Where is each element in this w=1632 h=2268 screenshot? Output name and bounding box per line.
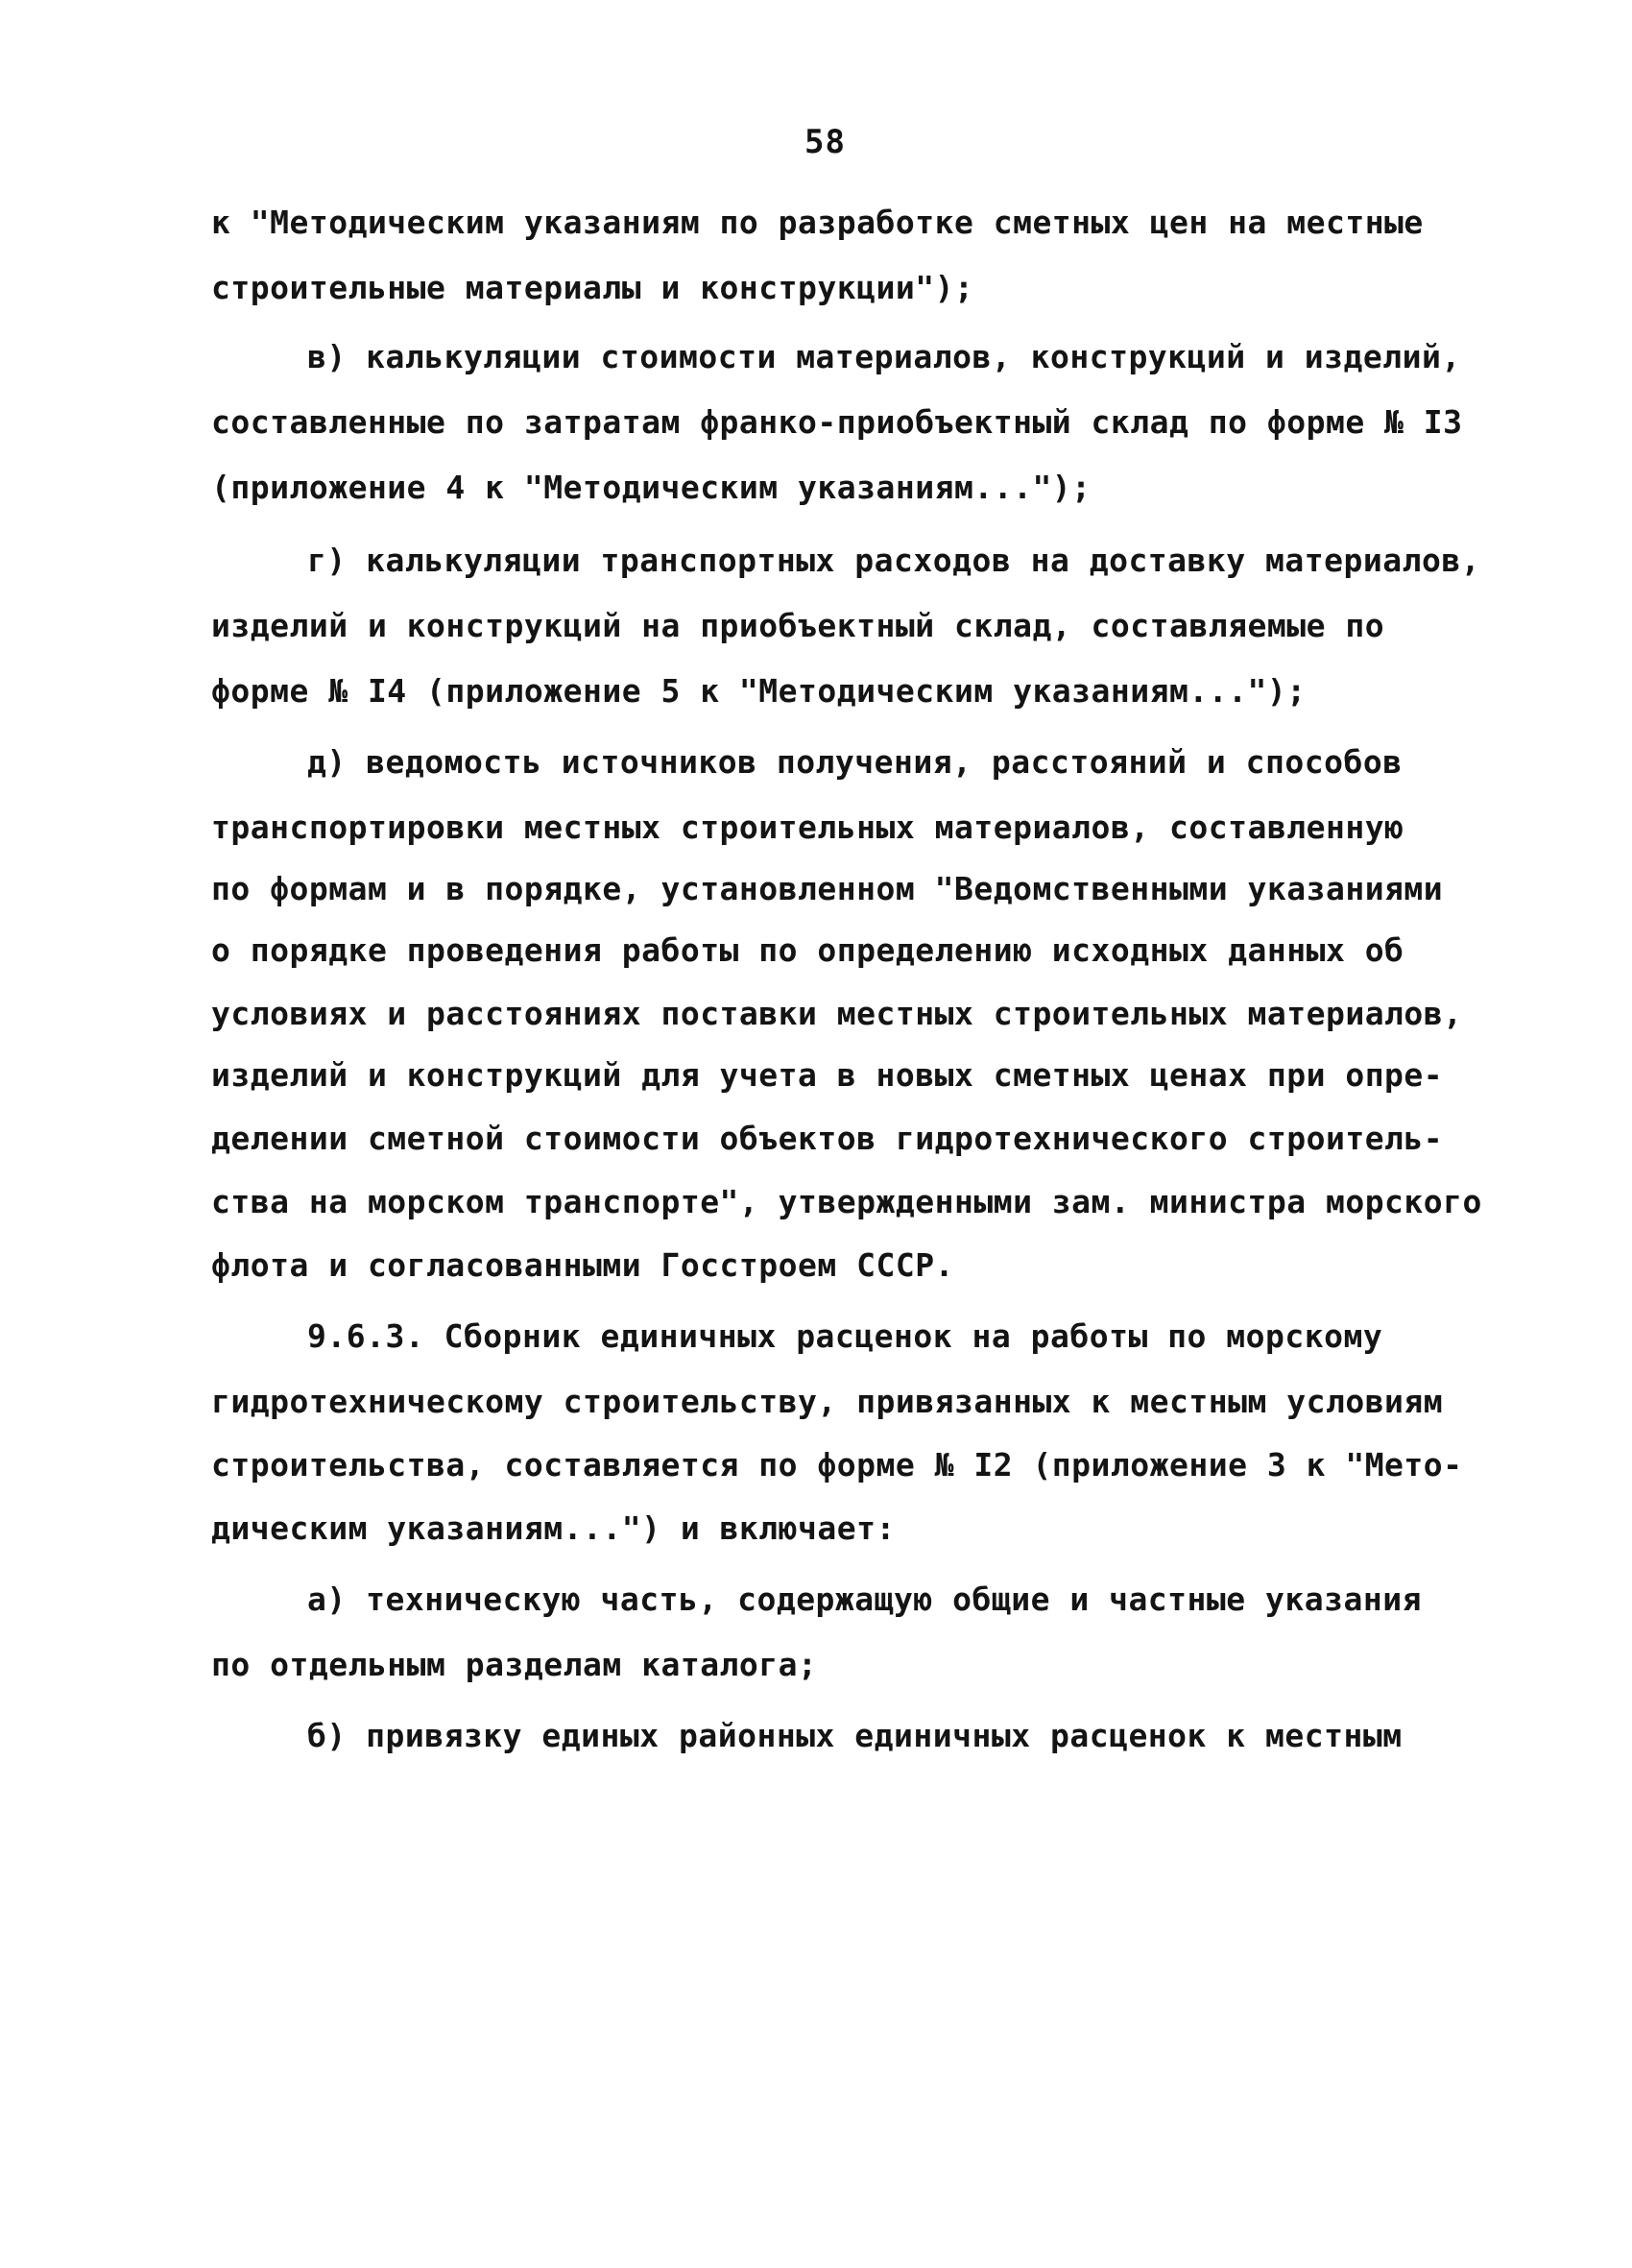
text-line: дическим указаниям...") и включает:	[211, 1509, 896, 1547]
text-line: к "Методическим указаниям по разработке сметных цен на местные	[211, 204, 1424, 241]
text-line: флота и согласованными Госстроем СССР.	[211, 1246, 954, 1284]
text-line: форме № I4 (приложение 5 к "Методическим указаниям...");	[211, 672, 1307, 710]
text-line: строительные материалы и конструкции");	[211, 269, 974, 306]
text-line: по формам и в порядке, установленном "Ведомственными указаниями	[211, 870, 1444, 907]
text-line: строительства, составляется по форме № I2 (приложение 3 к "Мето-	[211, 1446, 1463, 1484]
text-line: транспортировки местных строительных материалов, составленную	[211, 808, 1404, 846]
text-line: о порядке проведения работы по определению исходных данных об	[211, 931, 1404, 969]
text-line: изделий и конструкций на приобъектный склад, составляемые по	[211, 607, 1385, 644]
page-number: 58	[804, 123, 846, 161]
text-line: 9.6.3. Сборник единичных расценок на работы по морскому	[307, 1317, 1383, 1355]
text-line: ства на морском транспорте", утвержденными зам. министра морского	[211, 1183, 1482, 1220]
text-line: по отдельным разделам каталога;	[211, 1646, 818, 1683]
text-line: б) привязку единых районных единичных расценок к местным	[307, 1717, 1403, 1754]
text-line: гидротехническому строительству, привязанных к местным условиям	[211, 1383, 1444, 1420]
text-line: составленные по затратам франко-приобъектный склад по форме № I3	[211, 403, 1463, 441]
text-line: д) ведомость источников получения, расстояний и способов	[307, 743, 1403, 781]
text-line: делении сметной стоимости объектов гидротехнического строитель-	[211, 1120, 1444, 1157]
text-line: условиях и расстояниях поставки местных строительных материалов,	[211, 995, 1463, 1032]
text-line: (приложение 4 к "Методическим указаниям...");	[211, 469, 1092, 506]
text-line: изделий и конструкций для учета в новых сметных ценах при опре-	[211, 1056, 1444, 1094]
text-line: в) калькуляции стоимости материалов, конструкций и изделий,	[307, 338, 1461, 375]
text-line: г) калькуляции транспортных расходов на доставку материалов,	[307, 542, 1481, 579]
text-line: а) техническую часть, содержащую общие и частные указания	[307, 1580, 1422, 1618]
